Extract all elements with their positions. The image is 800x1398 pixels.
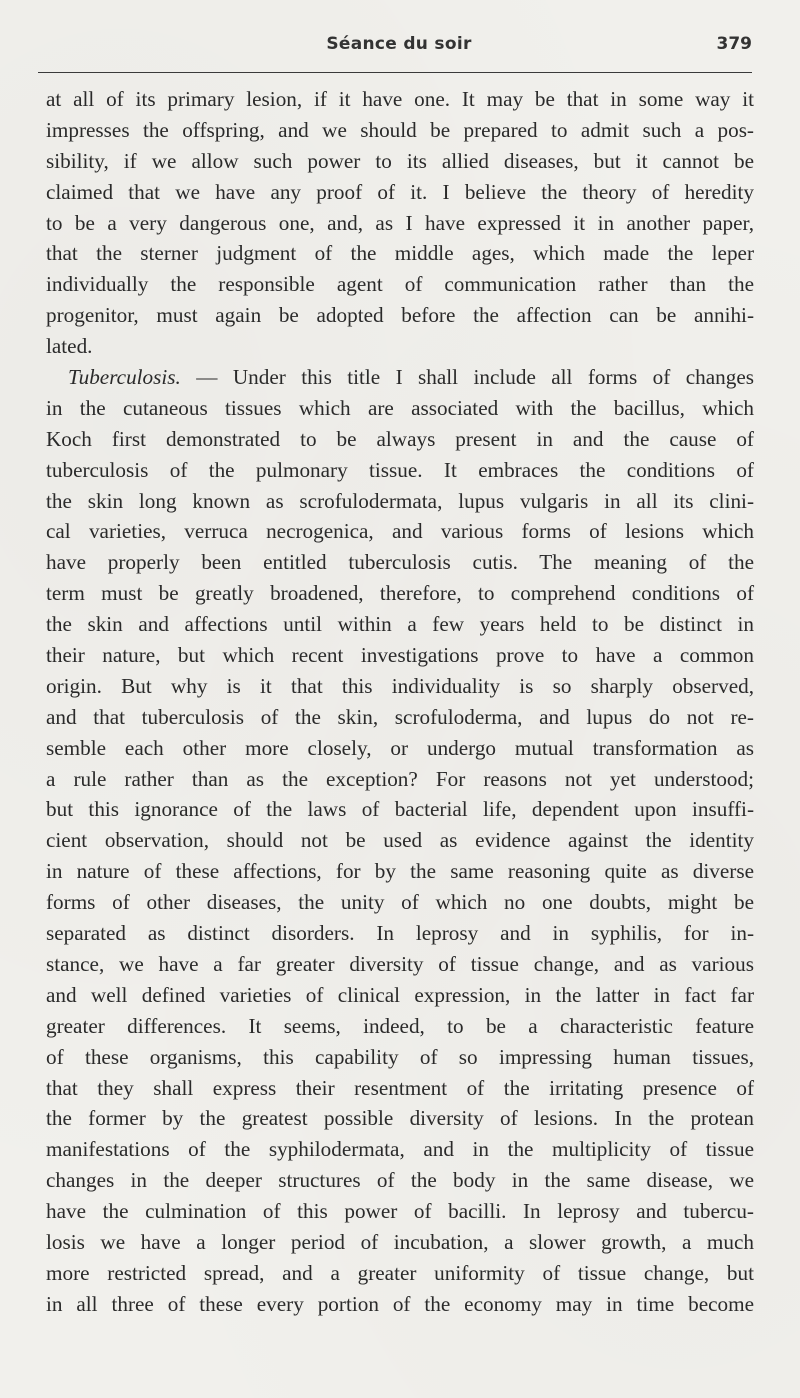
text-line: in the cutaneous tissues which are associated with the bacillus, which [46, 395, 754, 420]
text-line: of these organisms, this capability of so impressing human tissues, [46, 1044, 754, 1069]
text-line: term must be greatly broadened, therefore, to comprehend conditions of [46, 581, 754, 606]
text-line-first [46, 362, 754, 393]
text-line: that the sterner judgment of the middle ages, which made the leper [46, 241, 754, 266]
text-line: that they shall express their resentment of the irritating presence of [46, 1075, 754, 1100]
body-text [46, 84, 754, 1320]
text-line: individually the responsible agent of communication rather than the [46, 272, 754, 297]
text-line: but this ignorance of the laws of bacterial life, dependent upon insuffi- [46, 797, 754, 822]
paragraph-heredity [46, 84, 754, 362]
text-line: Koch first demonstrated to be always present in and the cause of [46, 426, 754, 451]
running-title: Séance du soir [326, 34, 472, 54]
text-line: tuberculosis of the pulmonary tissue. It embraces the conditions of [46, 457, 754, 482]
text-line: their nature, but which recent investigations prove to have a common [46, 643, 754, 668]
text-line: impresses the offspring, and we should be prepared to admit such a pos- [46, 117, 754, 142]
text-line: have the culmination of this power of bacilli. In leprosy and tubercu- [46, 1199, 754, 1224]
text-line: to be a very dangerous one, and, as I have expressed it in another paper, [46, 210, 754, 235]
text-line: progenitor, must again be adopted before the affection can be annihi- [46, 303, 754, 328]
first-line-rest: — Under this title I shall include all forms of changes [180, 365, 754, 390]
text-line: more restricted spread, and a greater uniformity of tissue change, but [46, 1260, 754, 1285]
text-line: the skin long known as scrofulodermata, lupus vulgaris in all its clini- [46, 488, 754, 513]
text-line: cal varieties, verruca necrogenica, and various forms of lesions which [46, 519, 754, 544]
text-line: have properly been entitled tuberculosis cutis. The meaning of the [46, 550, 754, 575]
paragraph-tuberculosis [46, 362, 754, 1320]
text-line: and well defined varieties of clinical expression, in the latter in fact far [46, 982, 754, 1007]
text-line: the skin and affections until within a few years held to be distinct in [46, 612, 754, 637]
text-line: claimed that we have any proof of it. I believe the theory of heredity [46, 179, 754, 204]
text-line: losis we have a longer period of incubation, a slower growth, a much [46, 1229, 754, 1254]
text-line: a rule rather than as the exception? For reasons not yet understood; [46, 766, 754, 791]
text-line: greater differences. It seems, indeed, to be a characteristic feature [46, 1013, 754, 1038]
text-line: changes in the deeper structures of the body in the same disease, we [46, 1168, 754, 1193]
header-rule [38, 72, 752, 73]
text-line: cient observation, should not be used as evidence against the identity [46, 828, 754, 853]
running-head [46, 34, 752, 60]
text-line: lated. [46, 334, 93, 359]
text-line: manifestations of the syphilodermata, and in the multiplicity of tissue [46, 1137, 754, 1162]
text-line: semble each other more closely, or undergo mutual transformation as [46, 735, 754, 760]
text-line: forms of other diseases, the unity of which no one doubts, might be [46, 890, 754, 915]
page-number: 379 [716, 34, 752, 54]
text-line: stance, we have a far greater diversity of tissue change, and as various [46, 951, 754, 976]
text-line: in nature of these affections, for by the same reasoning quite as diverse [46, 859, 754, 884]
text-line: separated as distinct disorders. In leprosy and in syphilis, for in- [46, 921, 754, 946]
text-line: the former by the greatest possible diversity of lesions. In the protean [46, 1106, 754, 1131]
text-line: and that tuberculosis of the skin, scrofuloderma, and lupus do not re- [46, 704, 754, 729]
text-line: origin. But why is it that this individuality is so sharply observed, [46, 673, 754, 698]
text-line: at all of its primary lesion, if it have one. It may be that in some way it [46, 87, 754, 111]
text-line: sibility, if we allow such power to its allied diseases, but it cannot be [46, 148, 754, 173]
section-heading-tuberculosis: Tuberculosis. [68, 365, 181, 390]
text-line: in all three of these every portion of the economy may in time become [46, 1291, 754, 1316]
